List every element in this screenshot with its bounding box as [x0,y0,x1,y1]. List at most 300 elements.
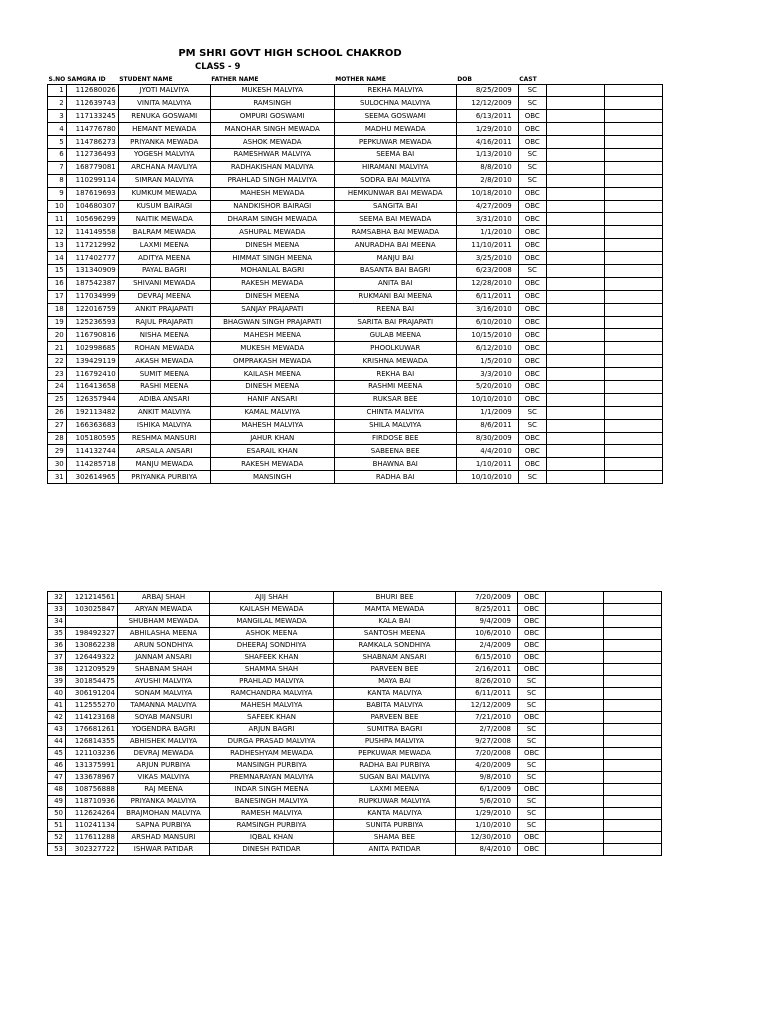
cell-blank [604,592,662,604]
cell-sno: 39 [48,676,66,688]
cell-sno: 23 [48,368,67,381]
cell-blank [604,148,662,161]
cell-dob: 6/10/2010 [456,316,518,329]
table-row [48,355,663,368]
cell-mother-name: SODRA BAI MALVIYA [334,174,456,187]
cell-father-name: SHAFEEK KHAN [210,652,334,664]
cell-blank [604,628,662,640]
cell-father-name: MANSINGH PURBIYA [210,760,334,772]
cell-blank [546,329,604,342]
cell-student-name: VIKAS MALVIYA [118,772,210,784]
cell-father-name: DHARAM SINGH MEWADA [210,213,334,226]
cell-mother-name: SABEENA BEE [334,445,456,458]
cell-samagra-id: 103025847 [66,604,118,616]
cell-sno: 18 [48,303,67,316]
table-row [48,123,663,136]
cell-dob: 6/1/2009 [456,784,518,796]
cell-dob: 7/20/2008 [456,748,518,760]
cell-blank [546,97,604,110]
cell-father-name: RAMCHANDRA MALVIYA [210,688,334,700]
cell-dob: 2/4/2009 [456,640,518,652]
cell-father-name: ASHOK MEWADA [210,136,334,149]
cell-mother-name: KALA BAI [334,616,456,628]
cell-mother-name: PUSHPA MALVIYA [334,736,456,748]
cell-dob: 8/30/2009 [456,432,518,445]
cell-samagra-id: 126357944 [66,393,118,406]
cell-cast: OBC [518,290,546,303]
table-row [48,616,662,628]
cell-blank [604,736,662,748]
cell-samagra-id: 114149558 [66,226,118,239]
cell-samagra-id: 126449322 [66,652,118,664]
cell-cast: SC [518,471,546,484]
table-row [48,226,663,239]
cell-mother-name: LAXMI MEENA [334,784,456,796]
cell-father-name: NANDKISHOR BAIRAGI [210,200,334,213]
cell-student-name: ADITYA MEENA [118,252,210,265]
cell-mother-name: SUNITA PURBIYA [334,820,456,832]
cell-sno: 36 [48,640,66,652]
cell-sno: 11 [48,213,67,226]
cell-blank [604,136,662,149]
cell-sno: 29 [48,445,67,458]
cell-father-name: MAHESH MALVIYA [210,419,334,432]
cell-mother-name: RADHA BAI [334,471,456,484]
cell-father-name: MAHESH MEWADA [210,187,334,200]
cell-student-name: ARUN SONDHIYA [118,640,210,652]
cell-blank [546,148,604,161]
cell-student-name: DEVRAJ MEENA [118,290,210,303]
cell-dob: 8/4/2010 [456,844,518,856]
cell-dob: 12/12/2009 [456,97,518,110]
table-row [48,136,663,149]
cell-samagra-id: 112639743 [66,97,118,110]
cell-samagra-id [66,616,118,628]
table-row [48,393,663,406]
cell-mother-name: SHILA MALVIYA [334,419,456,432]
cell-cast: OBC [518,393,546,406]
cell-sno: 6 [48,148,67,161]
cell-student-name: PAYAL BAGRI [118,264,210,277]
cell-sno: 48 [48,784,66,796]
table-row [48,676,662,688]
cell-dob: 10/18/2010 [456,187,518,200]
cell-samagra-id: 108756888 [66,784,118,796]
cell-blank [546,123,604,136]
cell-dob: 6/15/2010 [456,652,518,664]
cell-blank [604,445,662,458]
cell-blank [604,432,662,445]
cell-dob: 5/6/2010 [456,796,518,808]
table-row [48,329,663,342]
cell-blank [604,97,662,110]
cell-dob: 1/29/2010 [456,123,518,136]
cell-samagra-id: 131340909 [66,264,118,277]
cell-student-name: SHABNAM SHAH [118,664,210,676]
table-row [48,748,662,760]
cell-blank [604,174,662,187]
col-header-samagra-id: SAMGRA ID [67,76,106,84]
cell-mother-name: PARVEEN BEE [334,712,456,724]
col-header-cast: CAST [519,76,537,84]
cell-samagra-id: 133678967 [66,772,118,784]
cell-cast: OBC [518,832,546,844]
cell-father-name: MUKESH MEWADA [210,342,334,355]
cell-sno: 44 [48,736,66,748]
cell-sno: 37 [48,652,66,664]
cell-blank [546,616,604,628]
cell-samagra-id: 302327722 [66,844,118,856]
cell-student-name: ABHISHEK MALVIYA [118,736,210,748]
cell-blank [604,844,662,856]
cell-father-name: RAMESH MALVIYA [210,808,334,820]
cell-blank [604,676,662,688]
cell-sno: 14 [48,252,67,265]
cell-mother-name: RUKMANI BAI MEENA [334,290,456,303]
cell-father-name: ARJUN BAGRI [210,724,334,736]
student-table-page-1 [47,76,663,484]
cell-dob: 8/6/2011 [456,419,518,432]
table-row [48,187,663,200]
cell-blank [546,290,604,303]
cell-father-name: KAMAL MALVIYA [210,406,334,419]
table-row [48,712,662,724]
cell-student-name: KUMKUM MEWADA [118,187,210,200]
cell-mother-name: HEMKUNWAR BAI MEWADA [334,187,456,200]
cell-cast: OBC [518,664,546,676]
cell-blank [604,458,662,471]
cell-sno: 51 [48,820,66,832]
cell-student-name: ARBAJ SHAH [118,592,210,604]
cell-mother-name: PEPKUWAR MEWADA [334,748,456,760]
cell-mother-name: RASHMI MEENA [334,380,456,393]
cell-mother-name: SULOCHNA MALVIYA [334,97,456,110]
cell-student-name: YOGESH MALVIYA [118,148,210,161]
cell-dob: 8/8/2010 [456,161,518,174]
cell-blank [604,303,662,316]
cell-dob: 3/25/2010 [456,252,518,265]
cell-blank [546,628,604,640]
cell-father-name: SHAMMA SHAH [210,664,334,676]
cell-cast: SC [518,174,546,187]
cell-mother-name: KANTA MALVIYA [334,688,456,700]
cell-dob: 10/6/2010 [456,628,518,640]
cell-mother-name: BHURI BEE [334,592,456,604]
cell-sno: 53 [48,844,66,856]
cell-cast: SC [518,406,546,419]
cell-samagra-id: 166363683 [66,419,118,432]
cell-mother-name: FIRDOSE BEE [334,432,456,445]
cell-sno: 5 [48,136,67,149]
cell-cast: OBC [518,640,546,652]
cell-samagra-id: 168779081 [66,161,118,174]
cell-dob: 10/15/2010 [456,329,518,342]
cell-sno: 50 [48,808,66,820]
cell-samagra-id: 121209529 [66,664,118,676]
cell-father-name: DINESH PATIDAR [210,844,334,856]
cell-dob: 4/4/2010 [456,445,518,458]
cell-student-name: ABHILASHA MEENA [118,628,210,640]
cell-cast: SC [518,820,546,832]
cell-blank [604,784,662,796]
cell-samagra-id: 117212992 [66,239,118,252]
cell-dob: 1/1/2010 [456,226,518,239]
cell-mother-name: KANTA MALVIYA [334,808,456,820]
cell-father-name: OMPURI GOSWAMI [210,110,334,123]
cell-blank [604,393,662,406]
cell-student-name: RESHMA MANSURI [118,432,210,445]
cell-father-name: AJIJ SHAH [210,592,334,604]
cell-blank [604,368,662,381]
cell-sno: 16 [48,277,67,290]
cell-blank [546,380,604,393]
cell-dob: 4/27/2009 [456,200,518,213]
cell-sno: 45 [48,748,66,760]
cell-father-name: RAMSINGH [210,97,334,110]
cell-father-name: BANESINGH MALVIYA [210,796,334,808]
cell-student-name: BALRAM MEWADA [118,226,210,239]
cell-dob: 7/21/2010 [456,712,518,724]
cell-sno: 2 [48,97,67,110]
cell-father-name: BHAGWAN SINGH PRAJAPATI [210,316,334,329]
cell-dob: 6/12/2010 [456,342,518,355]
table-row [48,200,663,213]
cell-samagra-id: 198492327 [66,628,118,640]
cell-blank [546,393,604,406]
cell-mother-name: KRISHNA MEWADA [334,355,456,368]
cell-blank [546,640,604,652]
cell-student-name: PRIYANKA MEWADA [118,136,210,149]
table-row [48,161,663,174]
cell-mother-name: RUKSAR BEE [334,393,456,406]
cell-samagra-id: 105180595 [66,432,118,445]
cell-sno: 7 [48,161,67,174]
cell-student-name: RASHI MEENA [118,380,210,393]
cell-father-name: MANGILAL MEWADA [210,616,334,628]
cell-blank [546,796,604,808]
cell-blank [546,277,604,290]
cell-samagra-id: 131375991 [66,760,118,772]
cell-dob: 12/12/2009 [456,700,518,712]
table-row [48,368,663,381]
cell-dob: 10/10/2010 [456,471,518,484]
cell-sno: 8 [48,174,67,187]
cell-sno: 46 [48,760,66,772]
table-row [48,652,662,664]
cell-samagra-id: 117402777 [66,252,118,265]
cell-sno: 32 [48,592,66,604]
cell-student-name: PRIYANKA PURBIYA [118,471,210,484]
cell-cast: OBC [518,316,546,329]
cell-student-name: SOYAB MANSURI [118,712,210,724]
cell-dob: 6/11/2011 [456,688,518,700]
cell-sno: 12 [48,226,67,239]
cell-dob: 3/16/2010 [456,303,518,316]
cell-mother-name: MAMTA MEWADA [334,604,456,616]
cell-cast: OBC [518,380,546,393]
cell-mother-name: SHAMA BEE [334,832,456,844]
cell-blank [546,368,604,381]
cell-sno: 13 [48,239,67,252]
cell-sno: 43 [48,724,66,736]
table-row [48,592,662,604]
cell-blank [546,784,604,796]
cell-dob: 4/16/2011 [456,136,518,149]
cell-blank [604,712,662,724]
cell-samagra-id: 112680026 [66,84,118,97]
cell-samagra-id: 121214561 [66,592,118,604]
cell-mother-name: SUMITRA BAGRI [334,724,456,736]
table-row [48,277,663,290]
cell-blank [604,772,662,784]
cell-cast: OBC [518,458,546,471]
cell-mother-name: PARVEEN BEE [334,664,456,676]
cell-mother-name: RAMKALA SONDHIYA [334,640,456,652]
cell-mother-name: ANITA BAI [334,277,456,290]
cell-samagra-id: 112555270 [66,700,118,712]
cell-cast: OBC [518,200,546,213]
cell-father-name: MANSINGH [210,471,334,484]
cell-blank [546,161,604,174]
cell-father-name: IQBAL KHAN [210,832,334,844]
cell-blank [546,832,604,844]
cell-samagra-id: 114132744 [66,445,118,458]
table-row [48,700,662,712]
cell-sno: 17 [48,290,67,303]
cell-father-name: RADHAKISHAN MALVIYA [210,161,334,174]
cell-blank [546,226,604,239]
cell-samagra-id: 116792410 [66,368,118,381]
col-header-father-name: FATHER NAME [211,76,259,84]
cell-student-name: ANKIT PRAJAPATI [118,303,210,316]
cell-samagra-id: 112736493 [66,148,118,161]
class-label: CLASS - 9 [195,62,241,72]
cell-blank [604,290,662,303]
cell-dob: 6/11/2011 [456,290,518,303]
cell-father-name: ASHUPAL MEWADA [210,226,334,239]
cell-blank [546,736,604,748]
cell-cast: OBC [518,652,546,664]
cell-mother-name: ANITA PATIDAR [334,844,456,856]
table-row [48,406,663,419]
table-row [48,808,662,820]
cell-cast: SC [518,84,546,97]
cell-mother-name: BASANTA BAI BAGRI [334,264,456,277]
cell-sno: 41 [48,700,66,712]
table-row [48,419,663,432]
cell-student-name: SONAM MALVIYA [118,688,210,700]
cell-mother-name: ANURADHA BAI MEENA [334,239,456,252]
cell-dob: 8/25/2009 [456,84,518,97]
cell-father-name: DINESH MEENA [210,239,334,252]
cell-blank [546,264,604,277]
cell-father-name: DINESH MEENA [210,290,334,303]
cell-samagra-id: 110299114 [66,174,118,187]
cell-sno: 21 [48,342,67,355]
cell-father-name: DHEERAJ SONDHIYA [210,640,334,652]
cell-student-name: ADIBA ANSARI [118,393,210,406]
cell-father-name: RAMESHWAR MALVIYA [210,148,334,161]
cell-mother-name: BABITA MALVIYA [334,700,456,712]
table-row [48,97,663,110]
cell-blank [604,252,662,265]
cell-student-name: SHUBHAM MEWADA [118,616,210,628]
cell-dob: 3/3/2010 [456,368,518,381]
cell-blank [604,808,662,820]
cell-blank [546,748,604,760]
cell-father-name: HIMMAT SINGH MEENA [210,252,334,265]
table-row [48,380,663,393]
cell-samagra-id: 176681261 [66,724,118,736]
cell-mother-name: RADHA BAI PURBIYA [334,760,456,772]
cell-student-name: AYUSHI MALVIYA [118,676,210,688]
cell-cast: OBC [518,329,546,342]
table-row [48,445,663,458]
cell-blank [604,748,662,760]
cell-student-name: BRAJMOHAN MALVIYA [118,808,210,820]
cell-blank [546,84,604,97]
cell-blank [546,213,604,226]
cell-samagra-id: 187619693 [66,187,118,200]
cell-blank [604,724,662,736]
cell-father-name: MAHESH MALVIYA [210,700,334,712]
cell-father-name: HANIF ANSARI [210,393,334,406]
cell-blank [546,458,604,471]
cell-cast: SC [518,148,546,161]
cell-mother-name: MANJU BAI [334,252,456,265]
cell-student-name: ARSALA ANSARI [118,445,210,458]
cell-cast: SC [518,688,546,700]
cell-samagra-id: 306191204 [66,688,118,700]
cell-dob: 1/1/2009 [456,406,518,419]
table-row [48,303,663,316]
col-header-student-name: STUDENT NAME [119,76,173,84]
cell-cast: OBC [518,226,546,239]
cell-student-name: ARSHAD MANSURI [118,832,210,844]
table-row [48,471,663,484]
table-row [48,796,662,808]
cell-father-name: KAILASH MEWADA [210,604,334,616]
cell-dob: 4/20/2009 [456,760,518,772]
cell-student-name: ROHAN MEWADA [118,342,210,355]
cell-father-name: DINESH MEENA [210,380,334,393]
cell-samagra-id: 102998685 [66,342,118,355]
cell-blank [546,664,604,676]
cell-sno: 28 [48,432,67,445]
cell-dob: 6/13/2011 [456,110,518,123]
cell-student-name: ANKIT MALVIYA [118,406,210,419]
cell-blank [604,316,662,329]
cell-cast: OBC [518,252,546,265]
cell-blank [604,355,662,368]
cell-blank [546,303,604,316]
cell-mother-name: SEEMA BAI [334,148,456,161]
cell-father-name: RAMSINGH PURBIYA [210,820,334,832]
cell-cast: OBC [518,342,546,355]
cell-student-name: DEVRAJ MEWADA [118,748,210,760]
cell-father-name: RADHESHYAM MEWADA [210,748,334,760]
cell-sno: 34 [48,616,66,628]
cell-sno: 42 [48,712,66,724]
cell-cast: OBC [518,187,546,200]
table-row [48,604,662,616]
table-row [48,84,663,97]
cell-sno: 3 [48,110,67,123]
cell-sno: 20 [48,329,67,342]
cell-sno: 25 [48,393,67,406]
cell-blank [604,832,662,844]
cell-blank [604,640,662,652]
